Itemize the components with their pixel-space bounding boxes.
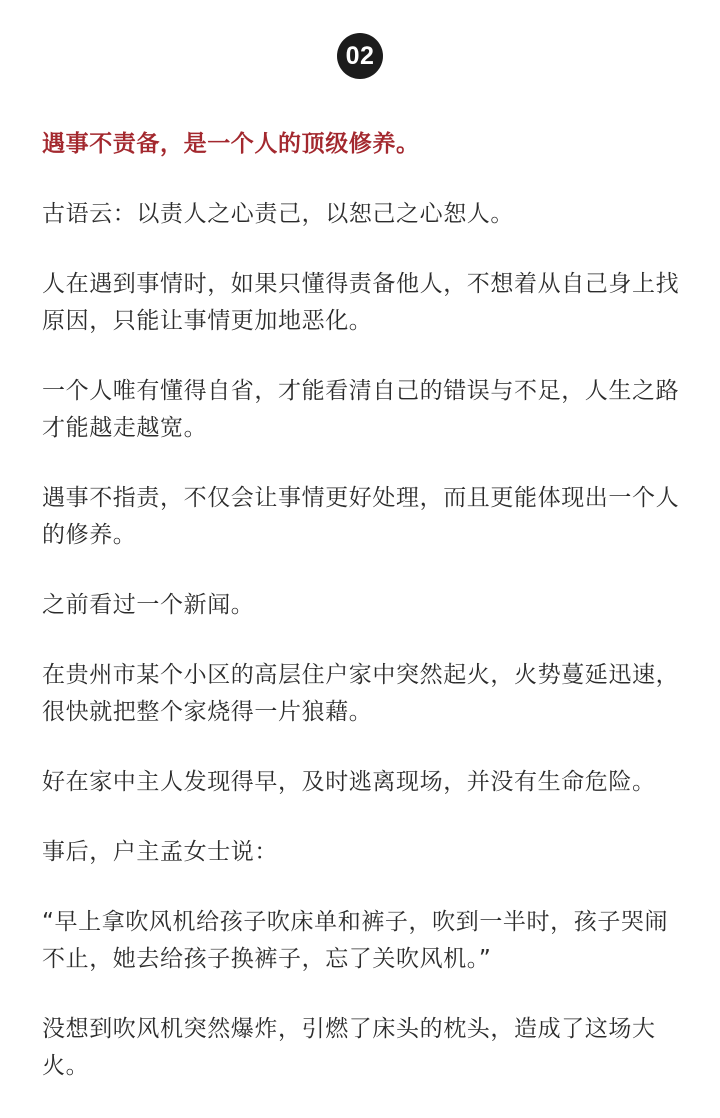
section-heading: 遇事不责备，是一个人的顶级修养。 — [42, 131, 420, 157]
section-number-badge: 02 — [337, 33, 383, 79]
section-badge-container — [0, 33, 720, 79]
paragraph: 遇事不指责，不仅会让事情更好处理，而且更能体现出一个人的修养。 — [42, 485, 680, 548]
quote-paragraph: “早上拿吹风机给孩子吹床单和裤子，吹到一半时，孩子哭闹不止，她去给孩子换裤子，忘了关吹风机。” — [42, 909, 669, 972]
paragraph: 事后，户主孟女士说： — [42, 839, 278, 865]
article-body — [42, 126, 680, 1118]
paragraph: 之前看过一个新闻。 — [42, 592, 255, 618]
paragraph: 一个人唯有懂得自省，才能看清自己的错误与不足，人生之路才能越走越宽。 — [42, 378, 680, 441]
paragraph: 在贵州市某个小区的高层住户家中突然起火，火势蔓延迅速，很快就把整个家烧得一片狼藉。 — [42, 662, 680, 725]
paragraph: 古语云：以责人之心责己，以恕己之心恕人。 — [42, 201, 514, 227]
paragraph: 好在家中主人发现得早，及时逃离现场，并没有生命危险。 — [42, 769, 656, 795]
paragraph: 没想到吹风机突然爆炸，引燃了床头的枕头，造成了这场大火。 — [42, 1016, 656, 1079]
paragraph: 人在遇到事情时，如果只懂得责备他人，不想着从自己身上找原因，只能让事情更加地恶化。 — [42, 271, 680, 334]
